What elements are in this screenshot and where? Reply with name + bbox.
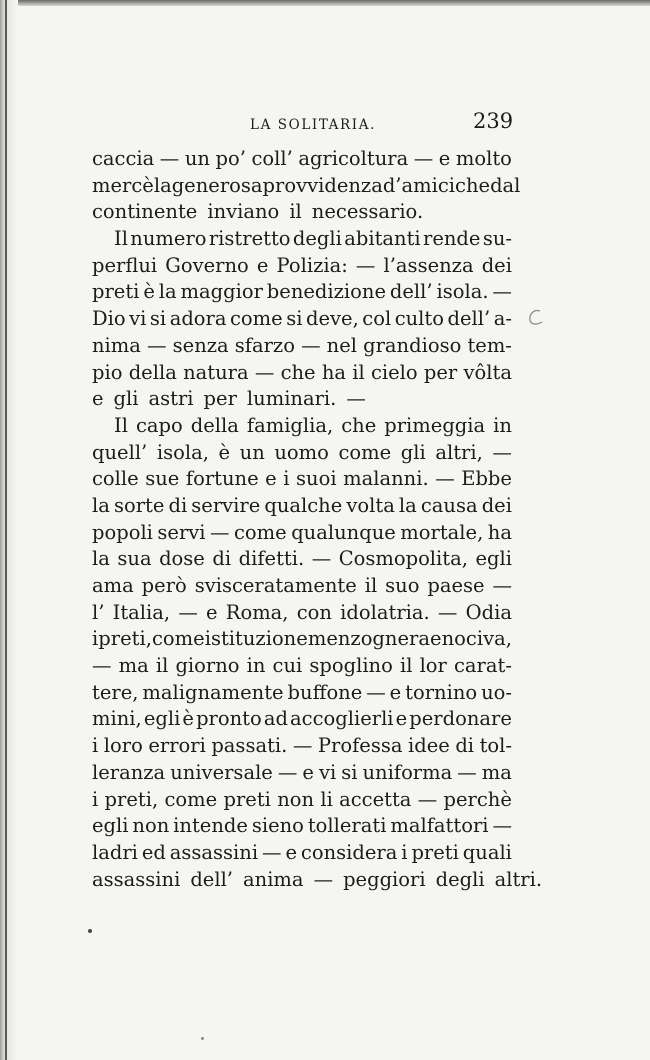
word: —: [210, 520, 230, 544]
word: idolatria.: [340, 600, 430, 624]
word: è: [218, 440, 231, 464]
word: quali: [462, 840, 512, 864]
word: vi: [129, 307, 147, 331]
word: coll’: [251, 147, 293, 170]
word: degli: [435, 867, 485, 891]
word: egli: [143, 707, 181, 731]
text-line: [92, 760, 512, 787]
word: sieno: [251, 814, 304, 838]
word: preti,: [104, 787, 159, 811]
word: ha: [321, 360, 347, 384]
word: luminari.: [246, 387, 337, 411]
word: su-: [482, 227, 512, 251]
word: il: [289, 200, 302, 224]
word: cui: [272, 654, 303, 678]
word: dell’: [447, 307, 491, 331]
word: vôlta: [463, 360, 512, 384]
word: famiglia,: [246, 413, 334, 437]
word: —: [437, 600, 458, 624]
word: ed: [141, 840, 166, 864]
word: è: [182, 707, 194, 731]
word: come: [164, 787, 218, 811]
word: Il: [114, 413, 128, 437]
word: paese: [427, 574, 485, 597]
word: uo-: [481, 680, 512, 704]
word: e: [206, 600, 218, 624]
word: nima: [92, 333, 141, 357]
pencil-mark-icon: [526, 307, 546, 329]
word: perchè: [443, 787, 512, 811]
word: —: [292, 734, 313, 758]
word: dei: [481, 493, 512, 517]
word: e: [256, 253, 269, 277]
word: nociva,: [441, 627, 512, 651]
word: i: [92, 734, 99, 758]
word: fortune: [185, 467, 259, 491]
word: dell’: [389, 280, 433, 304]
word: —: [435, 467, 455, 491]
word: —: [92, 654, 112, 678]
word: sorte: [113, 493, 165, 517]
word: —: [417, 787, 438, 811]
word: però: [141, 574, 187, 597]
word: malfattori: [390, 814, 489, 838]
word: preti: [411, 840, 459, 864]
word: in: [493, 413, 512, 437]
word: qualche: [264, 493, 343, 517]
word: a-: [493, 307, 512, 331]
word: astri: [148, 387, 194, 411]
word: d’amici: [382, 173, 456, 197]
word: la: [92, 493, 110, 517]
word: provvidenza: [262, 173, 383, 197]
word: —: [457, 760, 477, 784]
word: —: [311, 547, 332, 571]
word: assassini: [169, 840, 259, 864]
word: vi: [318, 760, 337, 784]
word: molto: [455, 147, 512, 170]
word: causa: [420, 493, 478, 517]
word: suoi: [296, 467, 337, 491]
text-line: [92, 360, 512, 387]
word: malignamente: [142, 680, 284, 704]
word: passati.: [211, 734, 288, 758]
word: uniforma: [362, 760, 453, 784]
word: la: [398, 493, 417, 517]
word: ha: [487, 520, 512, 544]
text-line: [92, 573, 512, 600]
word: nel: [326, 333, 358, 357]
word: Ebbe: [461, 467, 512, 491]
word: primeggia: [384, 413, 486, 437]
word: generosa: [171, 173, 263, 197]
word: Cosmopolita,: [338, 547, 468, 571]
word: preti: [92, 280, 140, 304]
word: errori: [148, 734, 206, 758]
word: la: [158, 280, 177, 304]
word: —: [492, 280, 512, 304]
word: dei: [481, 253, 512, 277]
word: culto: [394, 307, 444, 331]
word: deve,: [305, 307, 359, 331]
text-line: [92, 413, 512, 440]
word: e: [302, 760, 314, 784]
word: dose: [159, 547, 205, 571]
word: considera: [300, 840, 398, 864]
word: altri.: [494, 867, 543, 891]
word: Odia: [465, 600, 512, 624]
word: ma: [118, 654, 149, 678]
word: colle: [92, 467, 139, 491]
word: l’: [92, 600, 105, 624]
word: e: [285, 840, 297, 864]
word: il: [399, 654, 413, 678]
word: maggior: [180, 280, 263, 304]
text-line: [92, 226, 512, 253]
word: perdonare: [409, 707, 512, 731]
word: tol-: [479, 734, 512, 758]
word: col: [362, 307, 392, 331]
word: Il: [114, 227, 128, 251]
ink-speck: [88, 929, 92, 933]
word: Roma,: [225, 600, 289, 624]
word: è: [143, 280, 155, 304]
text-line: [92, 279, 512, 306]
word: per: [203, 387, 237, 411]
word: e: [430, 627, 442, 651]
word: —: [301, 333, 321, 357]
word: uomo: [274, 440, 329, 464]
word: menzognera: [307, 627, 430, 651]
word: accoglierli: [290, 707, 394, 731]
word: la: [153, 173, 172, 197]
text-line: [92, 840, 512, 867]
word: un: [239, 440, 265, 464]
word: come: [230, 307, 283, 331]
text-line: [92, 466, 512, 493]
word: e: [92, 387, 104, 411]
word: il: [364, 574, 378, 597]
word: e: [389, 680, 402, 704]
word: loro: [103, 734, 143, 758]
word: —: [178, 600, 198, 624]
word: tollerati: [307, 814, 387, 838]
word: si: [341, 760, 358, 784]
word: —: [492, 574, 512, 597]
word: —: [355, 253, 376, 277]
word: isola,: [156, 440, 209, 464]
word: grandioso: [363, 333, 462, 357]
word: altri,: [435, 440, 483, 464]
word: mercè: [92, 173, 154, 197]
word: qualunque: [291, 520, 396, 544]
word: egli: [475, 547, 512, 571]
word: spoglino: [309, 654, 393, 678]
text-line: [92, 199, 512, 226]
word: buffone: [287, 680, 363, 704]
word: come: [151, 627, 205, 651]
word: li: [320, 787, 333, 811]
word: pronto: [196, 707, 262, 731]
word: i: [92, 787, 99, 811]
text-line: [92, 867, 543, 894]
word: assassini: [92, 867, 181, 891]
word: che: [341, 413, 377, 437]
word: —: [147, 333, 167, 357]
word: si: [286, 307, 303, 331]
body-text: [92, 146, 543, 893]
word: malanni.: [343, 467, 429, 491]
word: intende: [173, 814, 248, 838]
word: dell’: [190, 867, 234, 891]
word: carat-: [453, 654, 512, 678]
word: Dio: [92, 307, 126, 331]
text-line: [92, 440, 512, 467]
word: preti: [223, 787, 271, 811]
word: i: [401, 840, 408, 864]
word: —: [254, 360, 275, 384]
word: ama: [92, 574, 134, 597]
word: sue: [145, 467, 180, 491]
word: idee: [408, 734, 450, 758]
word: il: [155, 654, 169, 678]
text-line: [92, 386, 512, 413]
word: pio: [92, 360, 123, 384]
word: ladri: [92, 840, 138, 864]
text-line: [92, 787, 512, 814]
word: come: [338, 440, 392, 464]
word: agricoltura: [298, 147, 409, 170]
word: mortale,: [400, 520, 484, 544]
word: gli: [400, 440, 426, 464]
word: difetti.: [238, 547, 305, 571]
word: —: [262, 840, 282, 864]
text-line: [92, 706, 512, 733]
word: per: [423, 360, 458, 384]
word: universale: [170, 760, 273, 784]
binding-gutter: [0, 0, 18, 1060]
running-title: LA SOLITARIA.: [250, 117, 376, 133]
word: i: [92, 627, 99, 651]
word: necessario.: [311, 200, 424, 224]
word: continente: [92, 200, 198, 224]
word: servire: [191, 493, 261, 517]
word: i: [283, 467, 290, 491]
word: non: [132, 814, 170, 838]
word: cielo: [370, 360, 418, 384]
word: —: [366, 680, 386, 704]
word: egli: [92, 814, 129, 838]
word: tem-: [467, 333, 512, 357]
word: peggiori: [343, 867, 426, 891]
word: di: [168, 493, 188, 517]
word: senza: [172, 333, 229, 357]
word: come: [234, 520, 287, 544]
text-line: [92, 653, 512, 680]
word: isola.: [436, 280, 489, 304]
word: adora: [169, 307, 227, 331]
word: ristretto: [208, 227, 291, 251]
word: accetta: [339, 787, 412, 811]
word: l’assenza: [383, 253, 474, 277]
top-edge-shadow: [0, 0, 650, 6]
binding-line: [5, 0, 7, 1060]
word: servi: [157, 520, 206, 544]
word: rende: [423, 227, 481, 251]
word: caccia: [92, 147, 155, 170]
word: —: [492, 440, 512, 464]
word: ad: [263, 707, 288, 731]
text-line: [92, 306, 512, 333]
word: giorno: [175, 654, 240, 678]
word: perflui: [92, 253, 158, 277]
word: mini,: [92, 707, 142, 731]
word: leranza: [92, 760, 166, 784]
text-line: [92, 253, 512, 280]
word: numero: [130, 227, 207, 251]
word: istituzione: [204, 627, 308, 651]
word: un: [184, 147, 210, 170]
word: preti,: [98, 627, 152, 651]
word: tere,: [92, 680, 139, 704]
word: Professa: [317, 734, 403, 758]
word: e: [438, 147, 451, 170]
text-line: [92, 600, 512, 627]
word: svisceratamente: [194, 574, 357, 597]
word: suo: [385, 574, 420, 597]
word: gli: [113, 387, 139, 411]
word: —: [159, 147, 180, 170]
text-line: [92, 680, 512, 707]
word: —: [346, 387, 366, 411]
word: la: [92, 547, 110, 571]
word: non: [277, 787, 315, 811]
word: po’: [215, 147, 246, 170]
word: della: [190, 413, 239, 437]
word: inviano: [207, 200, 280, 224]
page-number: 239: [473, 109, 514, 133]
word: e: [395, 707, 408, 731]
word: sfarzo: [234, 333, 295, 357]
word: Governo: [165, 253, 249, 277]
text-line: [92, 546, 512, 573]
word: Polizia:: [276, 253, 348, 277]
word: della: [128, 360, 177, 384]
word: di: [212, 547, 232, 571]
text-line: [92, 626, 512, 653]
word: di: [455, 734, 475, 758]
text-line: [92, 493, 512, 520]
word: lor: [419, 654, 447, 678]
text-line: [92, 146, 512, 173]
word: ma: [481, 760, 512, 784]
text-line: [92, 173, 521, 200]
word: con: [296, 600, 332, 624]
word: che: [455, 173, 491, 197]
word: volta: [346, 493, 395, 517]
word: dal: [490, 173, 521, 197]
word: —: [313, 867, 334, 891]
word: in: [246, 654, 266, 678]
word: —: [413, 147, 434, 170]
word: degli: [292, 227, 342, 251]
word: benedizione: [266, 280, 386, 304]
word: capo: [135, 413, 183, 437]
word: abitanti: [344, 227, 421, 251]
text-line: [92, 733, 512, 760]
word: si: [149, 307, 167, 331]
word: sua: [117, 547, 152, 571]
ink-speck: [201, 1037, 204, 1040]
text-line: [92, 813, 512, 840]
word: e: [265, 467, 277, 491]
word: popoli: [92, 520, 153, 544]
word: natura: [183, 360, 249, 384]
text-line: [92, 520, 512, 547]
word: il: [352, 360, 365, 384]
text-line: [92, 333, 512, 360]
word: quell’: [92, 440, 148, 464]
word: —: [277, 760, 298, 784]
word: anima: [243, 867, 304, 891]
word: tornino: [405, 680, 478, 704]
word: —: [492, 814, 512, 838]
word: Italia,: [112, 600, 171, 624]
word: che: [280, 360, 316, 384]
